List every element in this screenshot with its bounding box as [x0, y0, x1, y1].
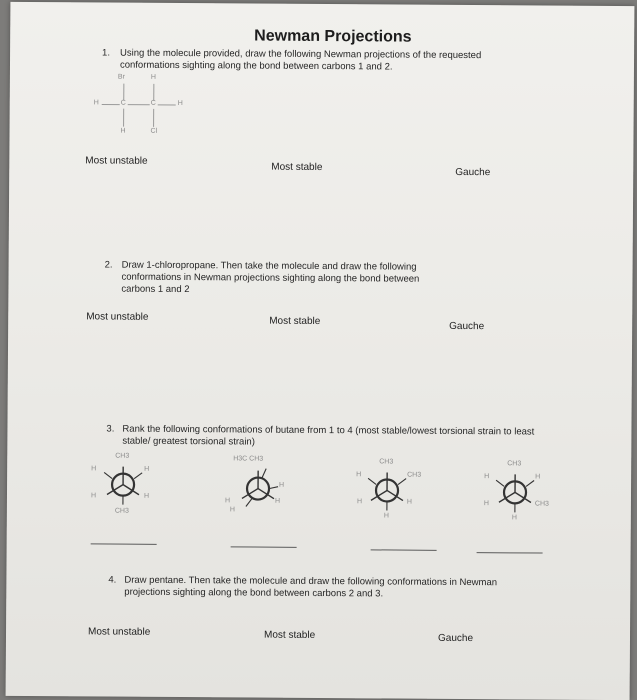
p3-upper-left: H	[356, 471, 362, 479]
p3-lower-right: H	[406, 498, 413, 506]
p4-lower-left: H	[483, 500, 490, 508]
p1-lower-right: H	[143, 492, 150, 500]
p1-top: CH3	[115, 452, 130, 460]
q1-structure-bonds	[89, 74, 199, 145]
p4-upper-right: H	[535, 473, 541, 481]
p1-upper-left: H	[91, 465, 97, 473]
p2-right: H	[279, 481, 285, 489]
p1-bottom: CH3	[114, 507, 129, 515]
newman-projection-2	[238, 468, 281, 508]
q3-text: Rank the following conformations of butane from 1 to 4 (most stable/lowest torsional strain to least stable/ greatest torsional strain)	[122, 423, 535, 448]
p4-bottom: H	[511, 514, 517, 522]
q4-text: Draw pentane. Then take the molecule and draw the following conformations in Newman projections sighting along the bond between carbons 2 and 3.	[124, 574, 498, 600]
p1-upper-right: H	[144, 465, 150, 473]
atom-h: H	[93, 99, 99, 107]
p4-top: CH3	[507, 460, 522, 468]
atom-c2: C	[150, 99, 156, 107]
p2-bottom: H	[229, 506, 235, 514]
newman-projection-4	[495, 472, 535, 512]
rank-blank-2[interactable]	[231, 546, 297, 547]
p3-lower-left: H	[356, 498, 363, 506]
atom-h: H	[150, 73, 156, 81]
q2-label-most-unstable: Most unstable	[86, 311, 149, 323]
page-title: Newman Projections	[254, 27, 412, 46]
q3-number: 3.	[106, 423, 115, 435]
newman-projection-3	[367, 470, 407, 510]
q4-label-most-unstable: Most unstable	[87, 626, 151, 638]
q1-number: 1.	[102, 47, 111, 59]
atom-cl: Cl	[150, 127, 158, 135]
rank-blank-3[interactable]	[371, 549, 437, 550]
q2-number: 2.	[104, 259, 113, 271]
rank-blank-4[interactable]	[477, 552, 543, 553]
q1-text: Using the molecule provided, draw the following Newman projections of the requested conformations sighting along the bond between carbons 1 and 2.	[119, 47, 482, 73]
newman-projection-1	[103, 464, 143, 504]
q2-text: Draw 1-chloropropane. Then take the molecule and draw the following conformations in Newman projections sighting along the bond between carbons 1 and 2	[121, 259, 420, 296]
q1-label-gauche: Gauche	[455, 166, 491, 179]
q4-number: 4.	[108, 574, 117, 586]
p3-bottom: H	[383, 512, 389, 520]
atom-br: Br	[117, 73, 125, 81]
q4-label-most-stable: Most stable	[263, 629, 316, 641]
q1-label-most-stable: Most stable	[271, 161, 323, 174]
q4-label-gauche: Gauche	[437, 632, 474, 645]
p2-lower-left: H	[224, 497, 231, 505]
q2-label-gauche: Gauche	[449, 320, 485, 333]
p3-top: CH3	[379, 458, 394, 466]
p2-top: H3C CH3	[233, 455, 264, 463]
p2-lower-right: H	[274, 497, 281, 505]
atom-c1: C	[120, 99, 126, 107]
p4-lower-right: CH3	[534, 500, 549, 508]
p1-lower-left: H	[90, 492, 97, 500]
p4-upper-left: H	[484, 473, 490, 481]
q1-label-most-unstable: Most unstable	[85, 155, 148, 167]
p3-upper-right: CH3	[407, 471, 422, 479]
atom-h: H	[120, 127, 126, 135]
worksheet-page	[6, 2, 635, 700]
atom-h: H	[177, 100, 183, 108]
rank-blank-1[interactable]	[91, 543, 157, 544]
q2-label-most-stable: Most stable	[269, 315, 321, 328]
